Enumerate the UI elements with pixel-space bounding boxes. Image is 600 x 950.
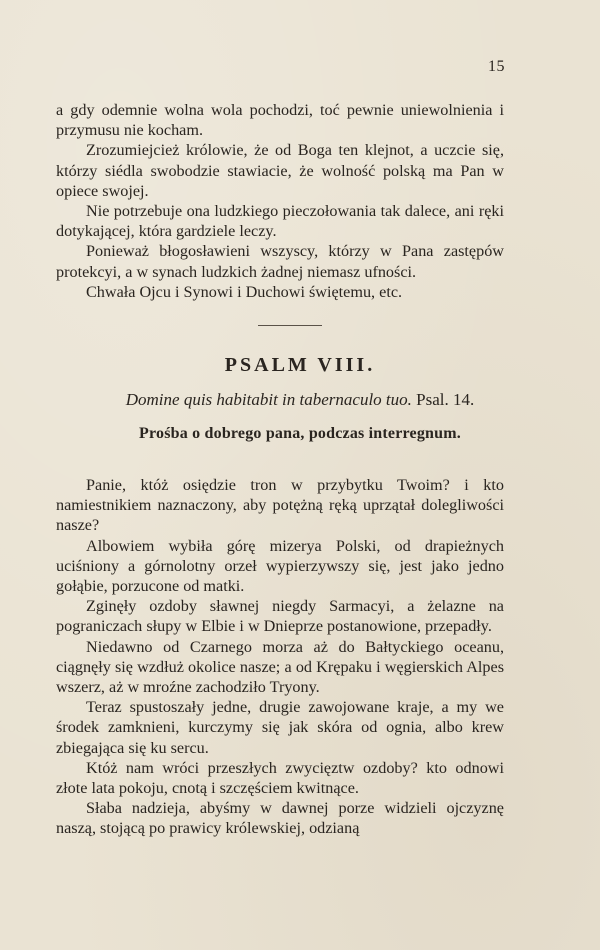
paragraph: Zginęły ozdoby sławnej niegdy Sarmacyi, a żelazne na pograniczach słupy w Elbie i w Dnieprze postanowione, przepadły. <box>56 597 504 636</box>
latin-incipit-text: Domine quis habitabit in tabernaculo tuo. <box>125 390 412 409</box>
top-text-block <box>56 100 504 302</box>
paragraph: Ponieważ błogosławieni wszyscy, którzy w Pana zastępów protekcyi, a w synach ludzkich żadnej niemasz ufności. <box>56 242 504 281</box>
paragraph: a gdy odemnie wolna wola pochodzi, toć pewnie uniewolnienia i przymusu nie kocham. <box>56 101 504 140</box>
latin-incipit <box>0 390 600 410</box>
paragraph: Panie, któż osiędzie tron w przybytku Twoim? i kto namiestnikiem naznaczony, aby potężną ręką uprzątał dolegliwości nasze? <box>56 476 504 535</box>
paragraph: Któż nam wróci przeszłych zwycięztw ozdoby? kto odnowi złote lata pokoju, cnotą i szczęściem kwitnące. <box>56 758 504 798</box>
page-number: 15 <box>488 58 505 75</box>
paragraph: Chwała Ojcu i Synowi i Duchowi świętemu, etc. <box>86 282 403 301</box>
paragraph: Słaba nadzieja, abyśmy w dawnej porze widzieli ojczyznę naszą, stojącą po prawicy królewskiej, odzianą <box>56 799 504 838</box>
psalm-text-block <box>56 475 504 839</box>
psalm-subtitle: Prośba o dobrego pana, podczas interregnum. <box>139 425 461 442</box>
section-divider <box>258 325 322 326</box>
paragraph: Teraz spustoszały jedne, drugie zawojowane kraje, a my we środek zamknieni, kurczymy się jak skóra od ognia, albo krew zbiegająca się ku sercu. <box>56 698 504 757</box>
paragraph: Nie potrzebuje ona ludzkiego pieczołowania tak dalece, ani ręki dotykającej, która gardziele leczy. <box>56 202 504 241</box>
paragraph: Niedawno od Czarnego morza aż do Bałtyckiego oceanu, ciągnęły się wzdłuż okolice nasze; a od Krępaku i węgierskich Alpes wszerz, aż w mroźne zachodziło Tryony. <box>56 637 504 697</box>
latin-reference: Psal. 14. <box>416 390 475 409</box>
paragraph: Albowiem wybiła górę mizerya Polski, od drapieżnych uciśniony a górnolotny orzeł wypierzywszy się, jest jako jedno gołąbie, porzucone od matki. <box>56 536 504 596</box>
paragraph: Zrozumiejcież królowie, że od Boga ten klejnot, a uczcie się, którzy siédla swobodzie stawiacie, że wolność polską ma Pan w opiece swojej. <box>56 141 504 200</box>
psalm-heading: PSALM VIII. <box>224 354 376 376</box>
